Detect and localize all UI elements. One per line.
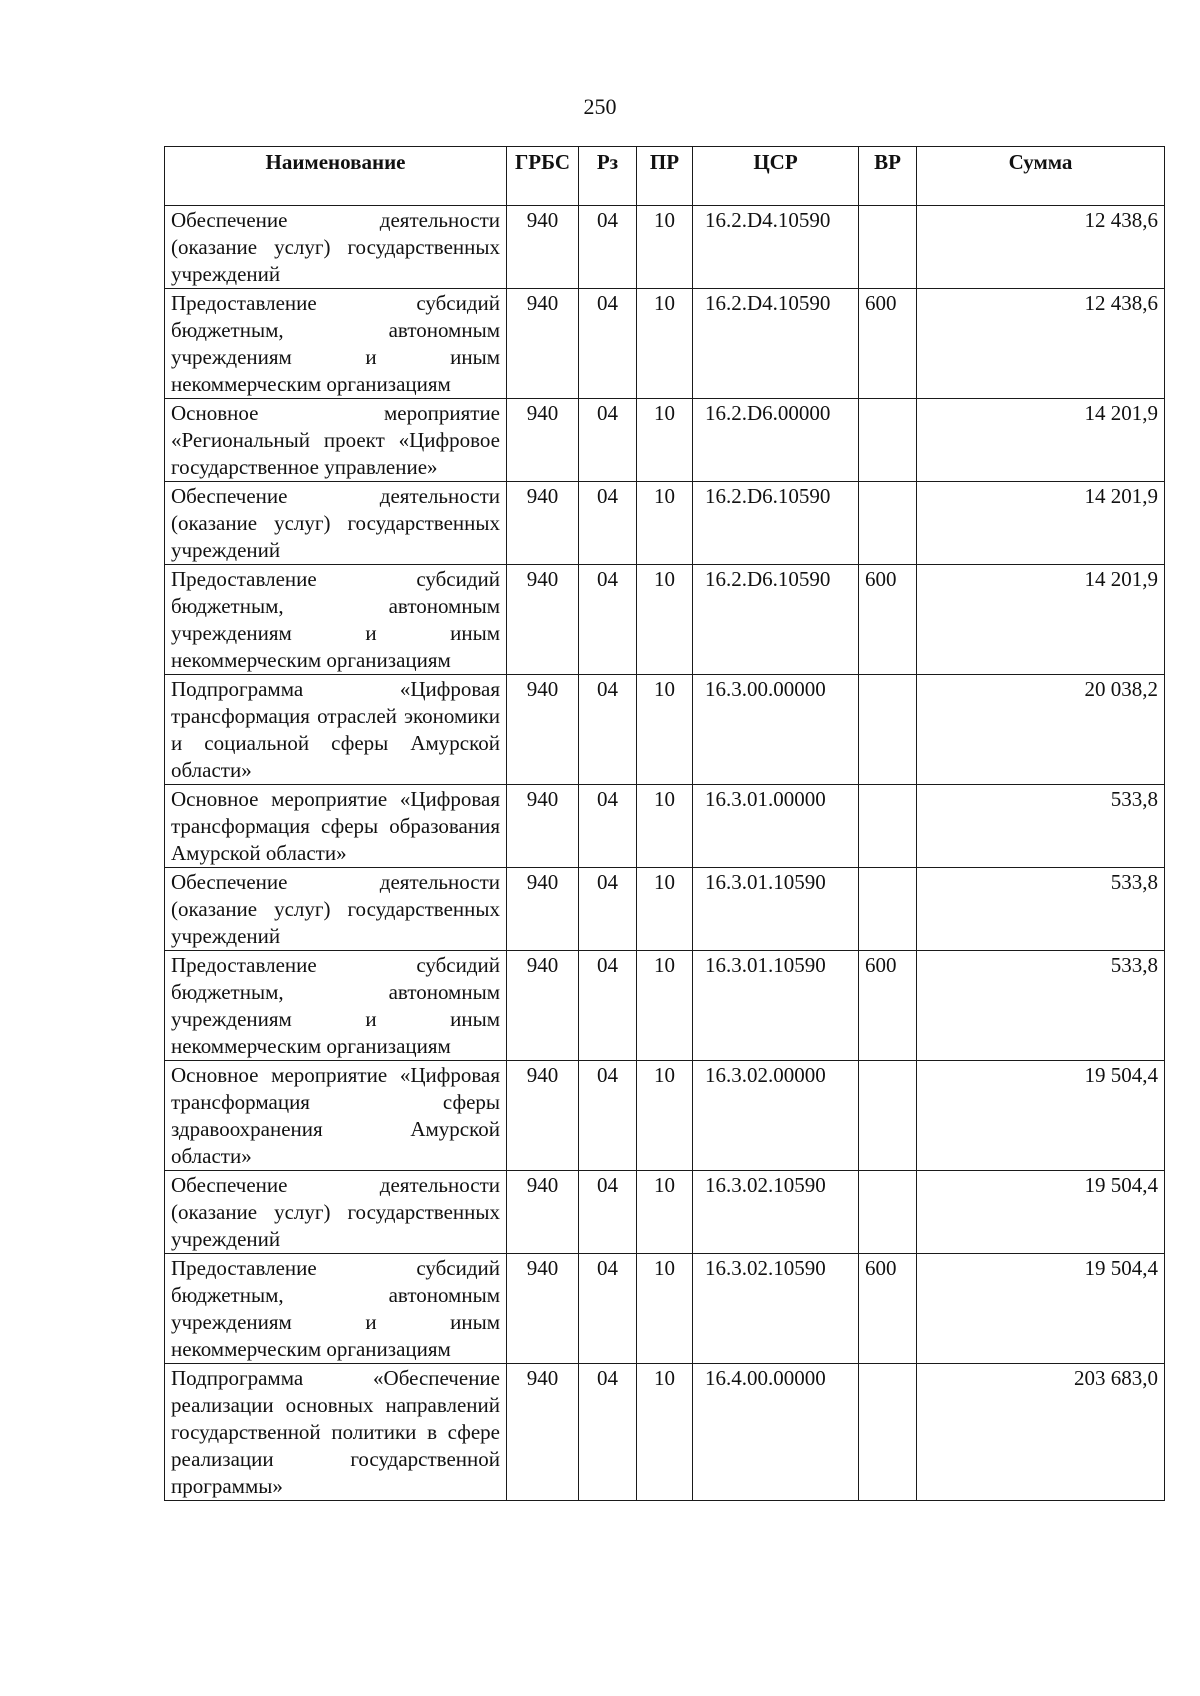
table-row bbox=[165, 565, 1165, 675]
cell-rz: 04 bbox=[579, 1364, 637, 1501]
cell-name: Предоставление субсидий бюджетным, автономным учреждениям и иным некоммерческим организациям bbox=[165, 289, 507, 399]
cell-amount: 19 504,4 bbox=[917, 1171, 1165, 1254]
cell-name: Подпрограмма «Обеспечение реализации основных направлений государственной политики в сфере реализации государственной программы» bbox=[165, 1364, 507, 1501]
cell-name: Основное мероприятие «Цифровая трансформация сферы образования Амурской области» bbox=[165, 785, 507, 868]
cell-grbs: 940 bbox=[507, 951, 579, 1061]
cell-amount: 12 438,6 bbox=[917, 289, 1165, 399]
cell-name: Подпрограмма «Цифровая трансформация отраслей экономики и социальной сферы Амурской области» bbox=[165, 675, 507, 785]
budget-table bbox=[164, 146, 1165, 1501]
cell-name: Предоставление субсидий бюджетным, автономным учреждениям и иным некоммерческим организациям bbox=[165, 1254, 507, 1364]
cell-rz: 04 bbox=[579, 951, 637, 1061]
table-header-row bbox=[165, 147, 1165, 206]
cell-csr: 16.2.D6.10590 bbox=[693, 482, 859, 565]
cell-vr bbox=[859, 482, 917, 565]
header-pr: ПР bbox=[637, 147, 693, 206]
cell-csr: 16.2.D4.10590 bbox=[693, 289, 859, 399]
cell-pr: 10 bbox=[637, 868, 693, 951]
cell-amount: 533,8 bbox=[917, 785, 1165, 868]
cell-grbs: 940 bbox=[507, 1254, 579, 1364]
cell-csr: 16.2.D4.10590 bbox=[693, 206, 859, 289]
cell-csr: 16.2.D6.00000 bbox=[693, 399, 859, 482]
cell-name: Обеспечение деятельности (оказание услуг) государственных учреждений bbox=[165, 868, 507, 951]
table-row bbox=[165, 785, 1165, 868]
cell-amount: 12 438,6 bbox=[917, 206, 1165, 289]
cell-name: Основное мероприятие «Цифровая трансформация сферы здравоохранения Амурской области» bbox=[165, 1061, 507, 1171]
cell-pr: 10 bbox=[637, 1171, 693, 1254]
cell-amount: 14 201,9 bbox=[917, 482, 1165, 565]
cell-pr: 10 bbox=[637, 565, 693, 675]
cell-pr: 10 bbox=[637, 289, 693, 399]
cell-amount: 19 504,4 bbox=[917, 1061, 1165, 1171]
table-row bbox=[165, 1061, 1165, 1171]
cell-rz: 04 bbox=[579, 482, 637, 565]
page-number: 250 bbox=[583, 94, 617, 119]
table-body bbox=[165, 206, 1165, 1501]
header-name: Наименование bbox=[165, 147, 507, 206]
cell-pr: 10 bbox=[637, 206, 693, 289]
cell-grbs: 940 bbox=[507, 1364, 579, 1501]
cell-grbs: 940 bbox=[507, 785, 579, 868]
header-rz: Рз bbox=[579, 147, 637, 206]
cell-csr: 16.4.00.00000 bbox=[693, 1364, 859, 1501]
table-row bbox=[165, 868, 1165, 951]
cell-csr: 16.2.D6.10590 bbox=[693, 565, 859, 675]
cell-rz: 04 bbox=[579, 206, 637, 289]
cell-grbs: 940 bbox=[507, 1061, 579, 1171]
cell-rz: 04 bbox=[579, 1254, 637, 1364]
header-csr: ЦСР bbox=[693, 147, 859, 206]
cell-amount: 203 683,0 bbox=[917, 1364, 1165, 1501]
cell-rz: 04 bbox=[579, 1061, 637, 1171]
cell-csr: 16.3.00.00000 bbox=[693, 675, 859, 785]
cell-pr: 10 bbox=[637, 1364, 693, 1501]
cell-vr: 600 bbox=[859, 951, 917, 1061]
cell-rz: 04 bbox=[579, 1171, 637, 1254]
cell-vr bbox=[859, 675, 917, 785]
cell-grbs: 940 bbox=[507, 399, 579, 482]
table-row bbox=[165, 1364, 1165, 1501]
cell-name: Обеспечение деятельности (оказание услуг) государственных учреждений bbox=[165, 482, 507, 565]
header-grbs: ГРБС bbox=[507, 147, 579, 206]
cell-pr: 10 bbox=[637, 482, 693, 565]
table-row bbox=[165, 1254, 1165, 1364]
cell-name: Предоставление субсидий бюджетным, автономным учреждениям и иным некоммерческим организациям bbox=[165, 951, 507, 1061]
cell-pr: 10 bbox=[637, 399, 693, 482]
cell-name: Основное мероприятие «Региональный проект «Цифровое государственное управление» bbox=[165, 399, 507, 482]
cell-amount: 14 201,9 bbox=[917, 399, 1165, 482]
cell-grbs: 940 bbox=[507, 1171, 579, 1254]
table-row bbox=[165, 206, 1165, 289]
cell-vr bbox=[859, 206, 917, 289]
cell-rz: 04 bbox=[579, 785, 637, 868]
cell-rz: 04 bbox=[579, 565, 637, 675]
cell-amount: 533,8 bbox=[917, 868, 1165, 951]
cell-rz: 04 bbox=[579, 675, 637, 785]
cell-grbs: 940 bbox=[507, 482, 579, 565]
cell-vr bbox=[859, 1171, 917, 1254]
cell-amount: 533,8 bbox=[917, 951, 1165, 1061]
table-row bbox=[165, 399, 1165, 482]
cell-csr: 16.3.01.10590 bbox=[693, 951, 859, 1061]
header-amount: Сумма bbox=[917, 147, 1165, 206]
cell-name: Обеспечение деятельности (оказание услуг) государственных учреждений bbox=[165, 1171, 507, 1254]
cell-vr bbox=[859, 399, 917, 482]
cell-csr: 16.3.02.10590 bbox=[693, 1171, 859, 1254]
cell-rz: 04 bbox=[579, 868, 637, 951]
cell-vr: 600 bbox=[859, 565, 917, 675]
cell-csr: 16.3.02.10590 bbox=[693, 1254, 859, 1364]
cell-pr: 10 bbox=[637, 785, 693, 868]
cell-name: Обеспечение деятельности (оказание услуг) государственных учреждений bbox=[165, 206, 507, 289]
cell-name: Предоставление субсидий бюджетным, автономным учреждениям и иным некоммерческим организациям bbox=[165, 565, 507, 675]
cell-vr: 600 bbox=[859, 289, 917, 399]
cell-vr bbox=[859, 868, 917, 951]
cell-amount: 14 201,9 bbox=[917, 565, 1165, 675]
cell-pr: 10 bbox=[637, 951, 693, 1061]
cell-grbs: 940 bbox=[507, 675, 579, 785]
cell-grbs: 940 bbox=[507, 206, 579, 289]
cell-csr: 16.3.01.10590 bbox=[693, 868, 859, 951]
table-row bbox=[165, 482, 1165, 565]
cell-vr bbox=[859, 1364, 917, 1501]
table-row bbox=[165, 951, 1165, 1061]
cell-amount: 20 038,2 bbox=[917, 675, 1165, 785]
cell-rz: 04 bbox=[579, 399, 637, 482]
cell-pr: 10 bbox=[637, 1254, 693, 1364]
cell-vr: 600 bbox=[859, 1254, 917, 1364]
cell-rz: 04 bbox=[579, 289, 637, 399]
table-row bbox=[165, 675, 1165, 785]
table-row bbox=[165, 289, 1165, 399]
cell-grbs: 940 bbox=[507, 565, 579, 675]
cell-vr bbox=[859, 1061, 917, 1171]
header-vr: ВР bbox=[859, 147, 917, 206]
table-row bbox=[165, 1171, 1165, 1254]
cell-csr: 16.3.02.00000 bbox=[693, 1061, 859, 1171]
cell-amount: 19 504,4 bbox=[917, 1254, 1165, 1364]
cell-grbs: 940 bbox=[507, 289, 579, 399]
cell-csr: 16.3.01.00000 bbox=[693, 785, 859, 868]
cell-grbs: 940 bbox=[507, 868, 579, 951]
cell-vr bbox=[859, 785, 917, 868]
cell-pr: 10 bbox=[637, 1061, 693, 1171]
cell-pr: 10 bbox=[637, 675, 693, 785]
